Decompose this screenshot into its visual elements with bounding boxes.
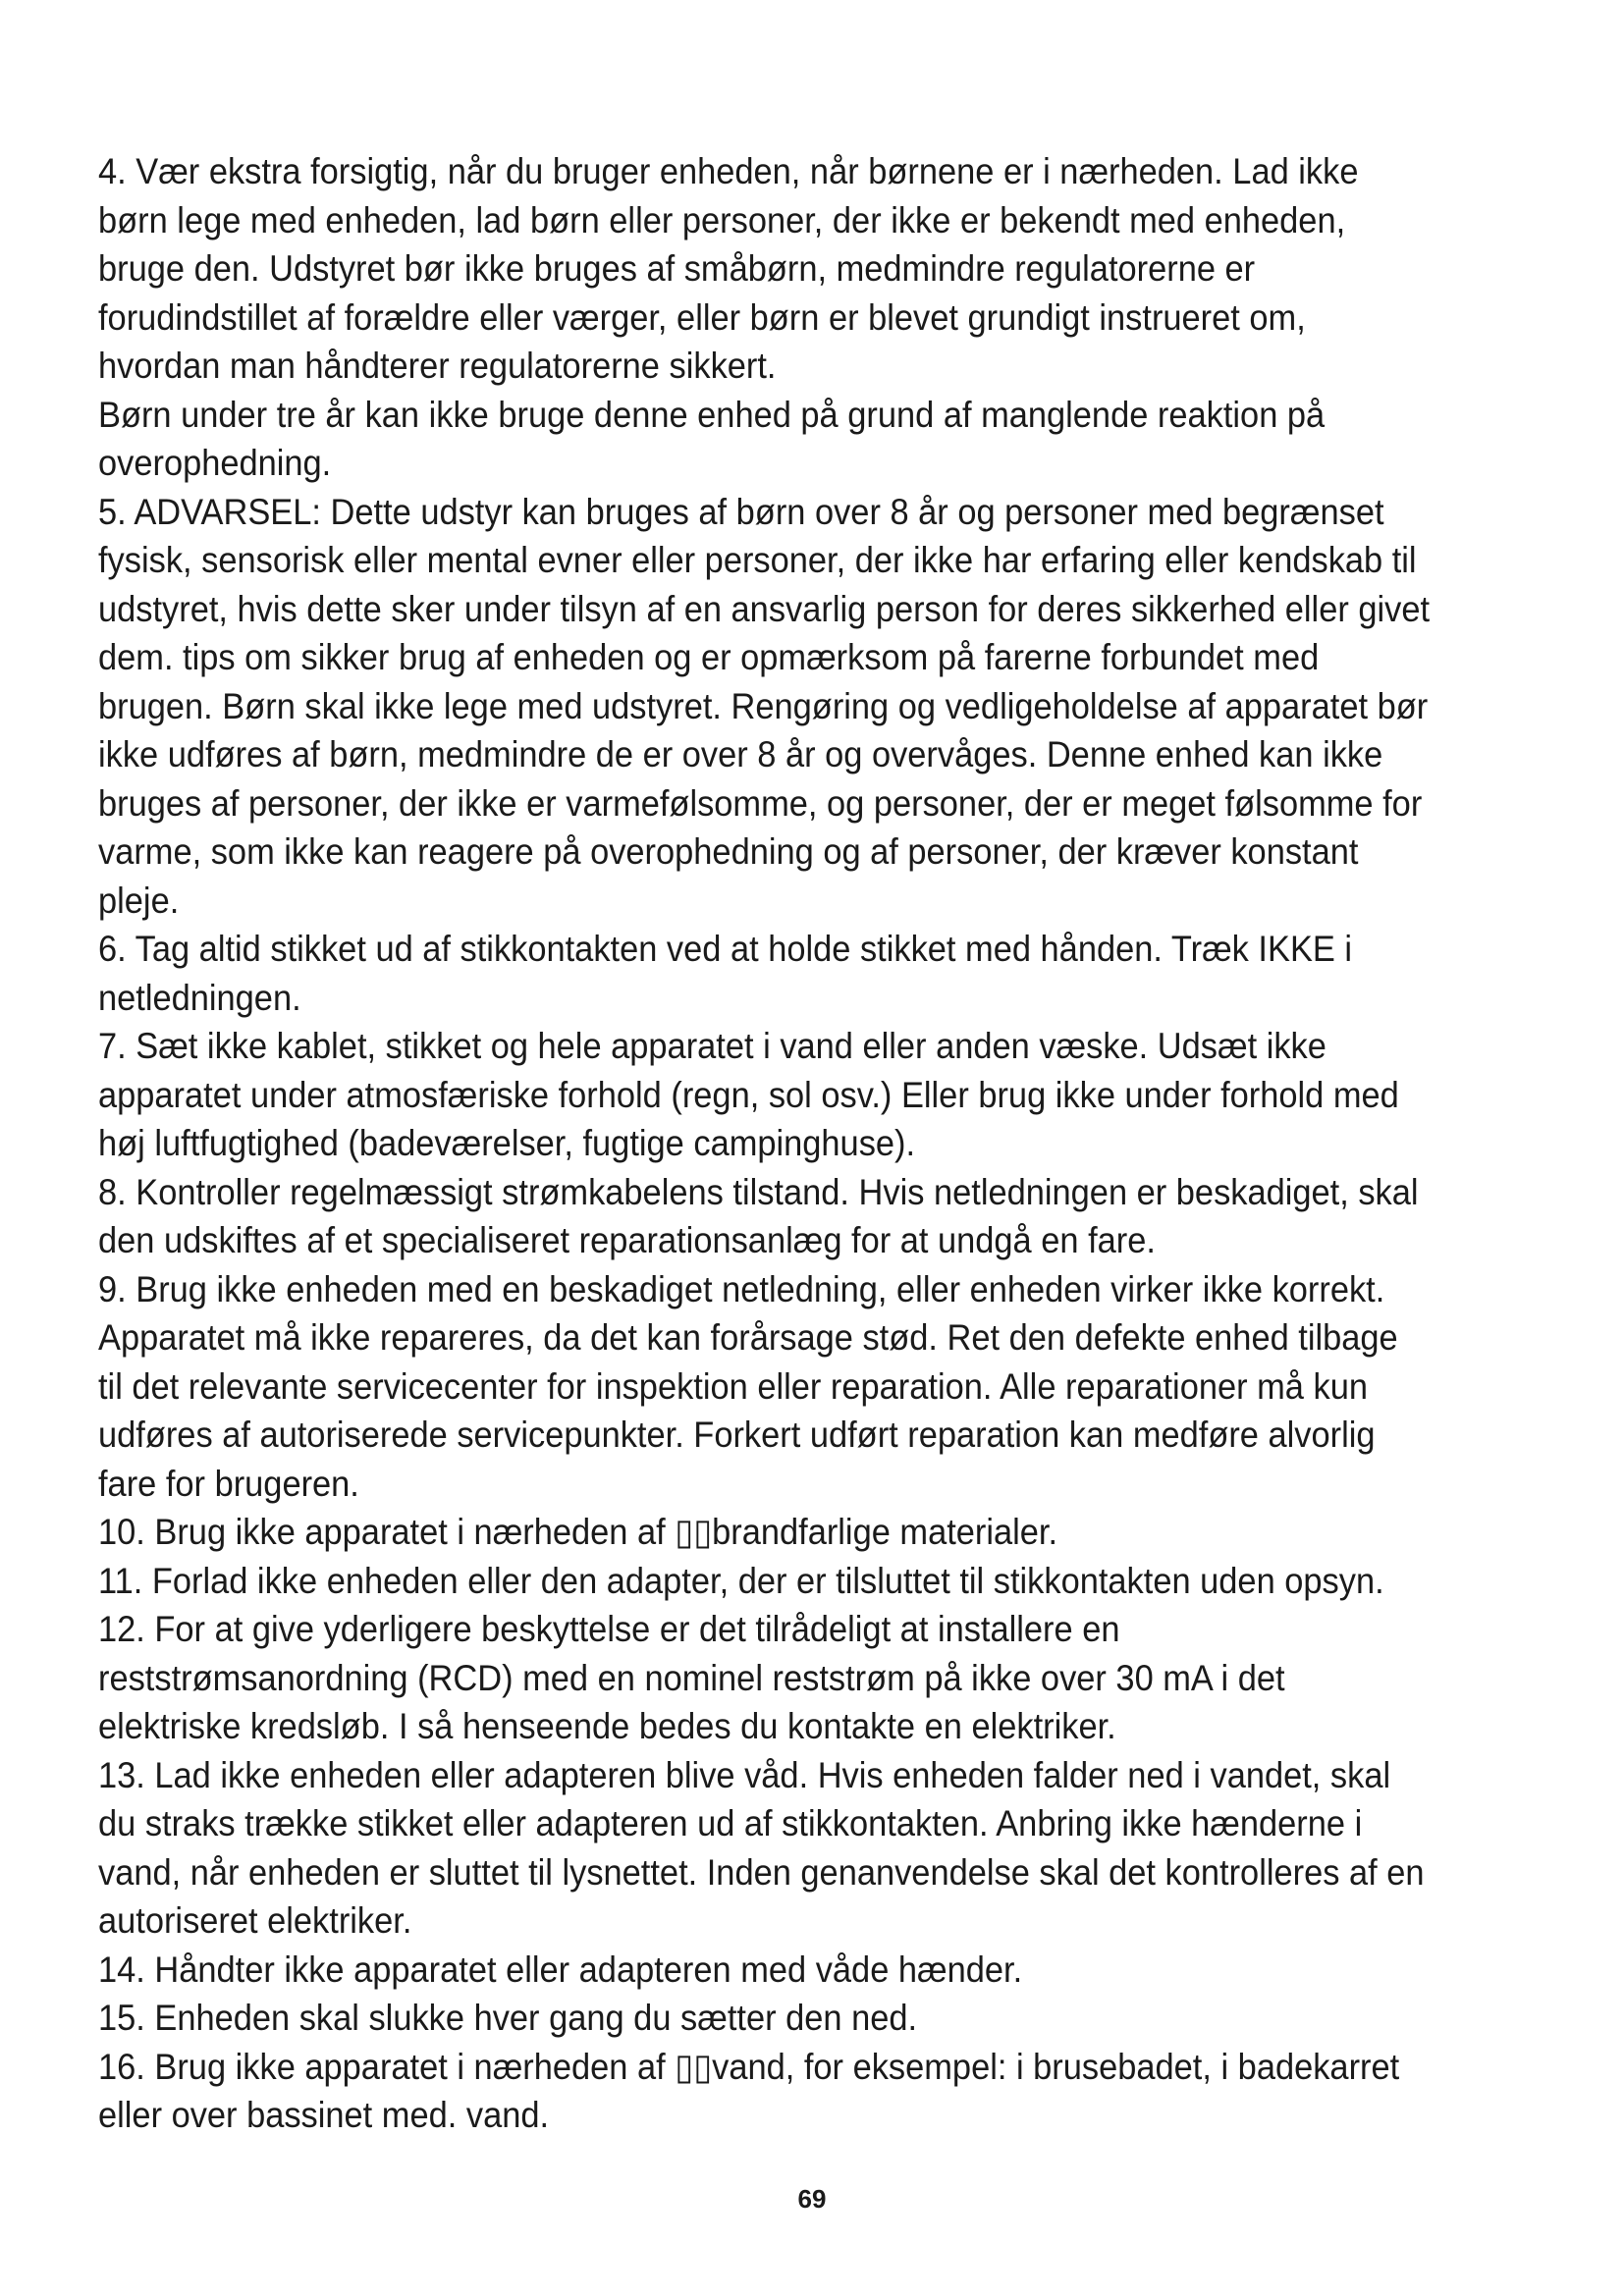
paragraph-item-4: 4. Vær ekstra forsigtig, når du bruger enheden, når børnene er i nærheden. Lad ikke børn lege med enheden, lad børn eller personer, der ikke er bekendt med enheden, bruge den. Udstyret bør ikke bruges af småbørn, medmindre regulatorerne er forudindstillet af forældre eller værger, eller børn er blevet grundigt instrueret om, hvordan man håndterer regulatorerne sikkert. [98, 151, 1359, 386]
paragraph-item-16: 16. Brug ikke apparatet i nærheden af ▯▯vand, for eksempel: i brusebadet, i badekarret eller over bassinet med. vand. [98, 2046, 1400, 2135]
paragraph-item-10: 10. Brug ikke apparatet i nærheden af ▯▯brandfarlige materialer. [98, 1512, 1058, 1552]
paragraph-item-8: 8. Kontroller regelmæssigt strømkabelens tilstand. Hvis netledningen er beskadiget, skal den udskiftes af et specialiseret reparationsanlæg for at undgå en fare. [98, 1171, 1419, 1260]
paragraph-item-5-warning: 5. ADVARSEL: Dette udstyr kan bruges af børn over 8 år og personer med begrænset fysisk, sensorisk eller mental evner eller personer, der ikke har erfaring eller kendskab til udstyret, hvis dette sker under tilsyn af en ansvarlig person for deres sikkerhed eller givet dem. tips om sikker brug af enheden og er opmærksom på farerne forbundet med brugen. Børn skal ikke lege med udstyret. Rengøring og vedligeholdelse af apparatet bør ikke udføres af børn, medmindre de er over 8 år og overvåges. Denne enhed kan ikke bruges af personer, der ikke er varmefølsomme, og personer, der er meget følsomme for varme, som ikke kan reagere på overophedning og af personer, der kræver konstant pleje. [98, 491, 1431, 921]
paragraph-item-13: 13. Lad ikke enheden eller adapteren blive våd. Hvis enheden falder ned i vandet, skal du straks trække stikket eller adapteren ud af stikkontakten. Anbring ikke hænderne i vand, når enheden er sluttet til lysnettet. Inden genanvendelse skal det kontrolleres af en autoriseret elektriker. [98, 1754, 1425, 1941]
paragraph-item-7: 7. Sæt ikke kablet, stikket og hele apparatet i vand eller anden væske. Udsæt ikke apparatet under atmosfæriske forhold (regn, sol osv.) Eller brug ikke under forhold med høj luftfugtighed (badeværelser, fugtige campinghuse). [98, 1026, 1399, 1163]
paragraph-item-12: 12. For at give yderligere beskyttelse er det tilrådeligt at installere en reststrømsanordning (RCD) med en nominel reststrøm på ikke over 30 mA i det elektriske kredsløb. I så henseende bedes du kontakte en elektriker. [98, 1609, 1285, 1746]
paragraph-item-15: 15. Enheden skal slukke hver gang du sætter den ned. [98, 1998, 918, 2038]
page-number: 69 [797, 2184, 827, 2214]
paragraph-item-11: 11. Forlad ikke enheden eller den adapter, der er tilsluttet til stikkontakten uden opsyn. [98, 1560, 1384, 1601]
paragraph-item-14: 14. Håndter ikke apparatet eller adapteren med våde hænder. [98, 1949, 1023, 1990]
paragraph-item-6: 6. Tag altid stikket ud af stikkontakten ved at holde stikket med hånden. Træk IKKE i netledningen. [98, 929, 1353, 1018]
paragraph-item-9: 9. Brug ikke enheden med en beskadiget netledning, eller enheden virker ikke korrekt. Apparatet må ikke repareres, da det kan forårsage stød. Ret den defekte enhed tilbage til det relevante servicecenter for inspektion eller reparation. Alle reparationer må kun udføres af autoriserede servicepunkter. Forkert udført reparation kan medføre alvorlig fare for brugeren. [98, 1268, 1398, 1504]
page-body [98, 147, 1432, 2140]
paragraph-children-under-three: Børn under tre år kan ikke bruge denne enhed på grund af manglende reaktion på overophedning. [98, 394, 1326, 483]
